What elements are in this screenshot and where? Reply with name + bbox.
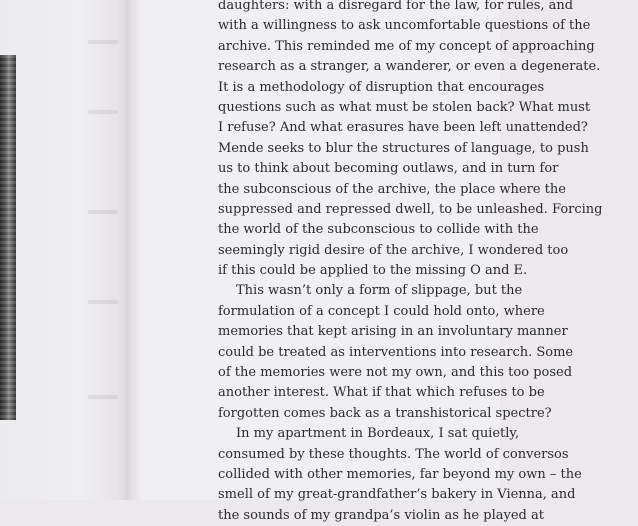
text-line: It is a methodology of disruption that encourages [218, 79, 545, 95]
show-through-text [88, 210, 118, 214]
text-line: formulation of a concept I could hold onto, where [218, 303, 545, 319]
show-through-text [88, 110, 118, 114]
show-through-text [88, 395, 118, 399]
text-line: us to think about becoming outlaws, and in turn for [218, 161, 559, 177]
text-line: seemingly rigid desire of the archive, I wondered too [218, 242, 569, 258]
show-through-text [88, 40, 118, 44]
text-line: collided with other memories, far beyond my own – the [218, 466, 582, 482]
text-line: In my apartment in Bordeaux, I sat quietly, [236, 426, 520, 442]
body-text [218, 0, 638, 526]
text-line: could be treated as interventions into research. Some [218, 344, 574, 360]
right-page [140, 0, 603, 523]
text-line: the subconscious of the archive, the place where the [218, 181, 566, 197]
text-line: daughters: with a disregard for the law, for rules, and [218, 0, 574, 13]
text-line: the world of the subconscious to collide with the [218, 222, 539, 238]
text-line: forgotten comes back as a transhistorical spectre? [218, 405, 552, 421]
book-gutter [126, 0, 140, 500]
text-line: This wasn’t only a form of slippage, but the [236, 283, 523, 299]
text-line: if this could be applied to the missing O and E. [218, 263, 528, 279]
text-line: I refuse? And what erasures have been left unattended? [218, 120, 588, 136]
text-line: the sounds of my grandpa’s violin as he played at [218, 507, 544, 523]
text-line: research as a stranger, a wanderer, or even a degenerate. [218, 59, 601, 75]
text-line: another interest. What if that which refuses to be [218, 385, 545, 401]
text-line: with a willingness to ask uncomfortable questions of the [218, 18, 591, 34]
text-line: smell of my great-grandfather’s bakery in Vienna, and [218, 487, 576, 503]
text-line: questions such as what must be stolen back? What must [218, 99, 591, 115]
text-line: Mende seeks to blur the structures of language, to push [218, 140, 589, 156]
text-line: archive. This reminded me of my concept of approaching [218, 38, 595, 54]
show-through-text [88, 300, 118, 304]
left-page [0, 0, 128, 500]
text-line: of the memories were not my own, and this too posed [218, 365, 573, 381]
text-line: consumed by these thoughts. The world of conversos [218, 446, 569, 462]
photograph [0, 55, 16, 420]
text-line: suppressed and repressed dwell, to be unleashed. Forcing [218, 201, 603, 217]
text-line: memories that kept arising in an involuntary manner [218, 324, 568, 340]
